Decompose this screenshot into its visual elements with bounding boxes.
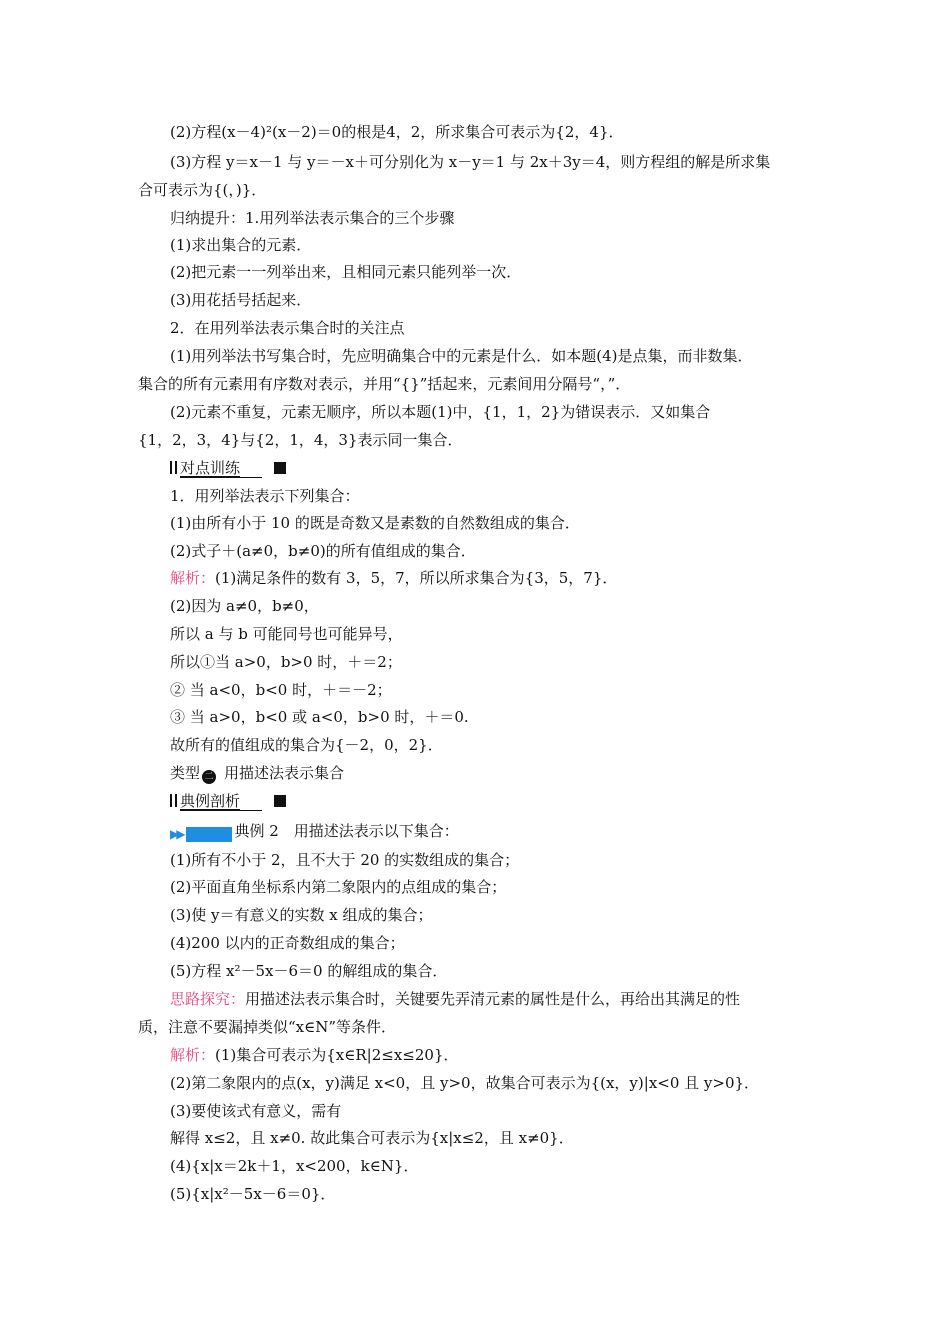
square-mark — [274, 462, 286, 474]
text-line: (3)方程 y＝x－1 与 y＝－x＋可分别化为 x－y＝1 与 2x＋3y＝4，则方程组的解是所求集 — [170, 153, 771, 171]
text-line: 集合的所有元素用有序数对表示，并用“{}”括起来，元素间用分隔号“，”． — [138, 375, 631, 393]
approach-line — [170, 989, 740, 1009]
text-line: (4){x|x＝2k＋1，x<200，k∈N}． — [170, 1157, 419, 1175]
approach-label: 思路探究： — [170, 990, 246, 1008]
solution-text: (1)集合可表示为{x∈R|2≤x≤20}． — [215, 1046, 459, 1064]
type-heading — [170, 763, 344, 784]
badge-rect — [186, 827, 232, 842]
text-line: (1)用列举法书写集合时，先应明确集合中的元素是什么．如本题(4)是点集，而非数集． — [170, 347, 753, 365]
example-badge — [170, 824, 232, 844]
example-heading — [170, 821, 459, 844]
text-line: (3)用花括号括起来． — [170, 291, 312, 309]
bar-mark — [170, 461, 172, 474]
section-title: 典例剖析 — [180, 792, 262, 811]
text-line: 1．用列举法表示下列集合： — [170, 487, 360, 505]
solution-label: 解析： — [170, 569, 216, 587]
type-title: 用描述法表示集合 — [224, 764, 345, 782]
solution-line — [170, 568, 617, 588]
text-line: (1)所有不小于 2，且不大于 20 的实数组成的集合； — [170, 851, 520, 869]
text-line: (2)第二象限内的点(x，y)满足 x<0，且 y>0，故集合可表示为{(x，y)|x<0 且 y>0}． — [170, 1074, 760, 1092]
text-line: 所以①当 a>0，b>0 时，＋＝2； — [170, 653, 402, 671]
text-line: 故所有的值组成的集合为{－2，0，2}． — [170, 736, 443, 754]
approach-text: 用描述法表示集合时，关键要先弄清元素的属性是什么，再给出其满足的性 — [245, 990, 741, 1008]
section-header-examples — [170, 791, 286, 811]
text-line: 合可表示为{(，)}． — [138, 181, 267, 199]
solution-line — [170, 1045, 459, 1065]
section-header-practice — [170, 458, 286, 478]
type-number-icon: 二 — [202, 770, 216, 784]
square-mark — [274, 795, 286, 807]
type-prefix: 类型 — [170, 764, 201, 782]
text-line: (2)平面直角坐标系内第二象限内的点组成的集合； — [170, 878, 507, 896]
section-title: 对点训练 — [180, 459, 262, 478]
text-line: {1，2，3，4}与{2，1，4，3}表示同一集合． — [138, 431, 463, 449]
bar-mark — [175, 794, 177, 807]
text-line: (2)把元素一一列举出来，且相同元素只能列举一次． — [170, 263, 522, 281]
text-line: (5){x|x²－5x－6＝0}． — [170, 1185, 336, 1203]
text-line: 质，注意不要漏掉类似“x∈N”等条件． — [138, 1018, 397, 1036]
text-line: ③ 当 a>0，b<0 或 a<0，b>0 时，＋＝0. — [170, 708, 469, 726]
text-line: (2)因为 a≠0，b≠0， — [170, 597, 319, 615]
text-line: (2)元素不重复，元素无顺序，所以本题(1)中，{1，1，2}为错误表示．又如集合 — [170, 403, 711, 421]
solution-label: 解析： — [170, 1046, 216, 1064]
text-line: (2)方程(x－4)²(x－2)＝0的根是4，2，所求集合可表示为{2，4}． — [170, 123, 624, 141]
text-line: 解得 x≤2，且 x≠0. 故此集合可表示为{x|x≤2，且 x≠0}． — [170, 1129, 574, 1147]
summary-heading: 归纳提升：1.用列举法表示集合的三个步骤 — [170, 209, 455, 227]
text-line: 2．在用列举法表示集合时的关注点 — [170, 319, 405, 337]
text-line: 所以 a 与 b 可能同号也可能异号， — [170, 625, 403, 643]
bar-mark — [170, 794, 172, 807]
bar-mark — [175, 461, 177, 474]
double-arrow-icon: ▶▶ — [170, 827, 183, 841]
text-line: (4)200 以内的正奇数组成的集合； — [170, 934, 405, 952]
text-line: (1)由所有小于 10 的既是奇数又是素数的自然数组成的集合． — [170, 514, 580, 532]
text-line: (3)要使该式有意义，需有 — [170, 1102, 342, 1120]
text-line: (3)使 y＝有意义的实数 x 组成的集合； — [170, 906, 433, 924]
text-line: (2)式子＋(a≠0，b≠0)的所有值组成的集合． — [170, 542, 476, 560]
text-line: ② 当 a<0，b<0 时，＋＝－2； — [170, 681, 392, 699]
text-line: (5)方程 x²－5x－6＝0 的解组成的集合． — [170, 962, 448, 980]
solution-text: (1)满足条件的数有 3，5，7，所以所求集合为{3，5，7}． — [215, 569, 618, 587]
example-label: 典例 2 用描述法表示以下集合： — [234, 822, 459, 840]
text-line: (1)求出集合的元素． — [170, 236, 312, 254]
